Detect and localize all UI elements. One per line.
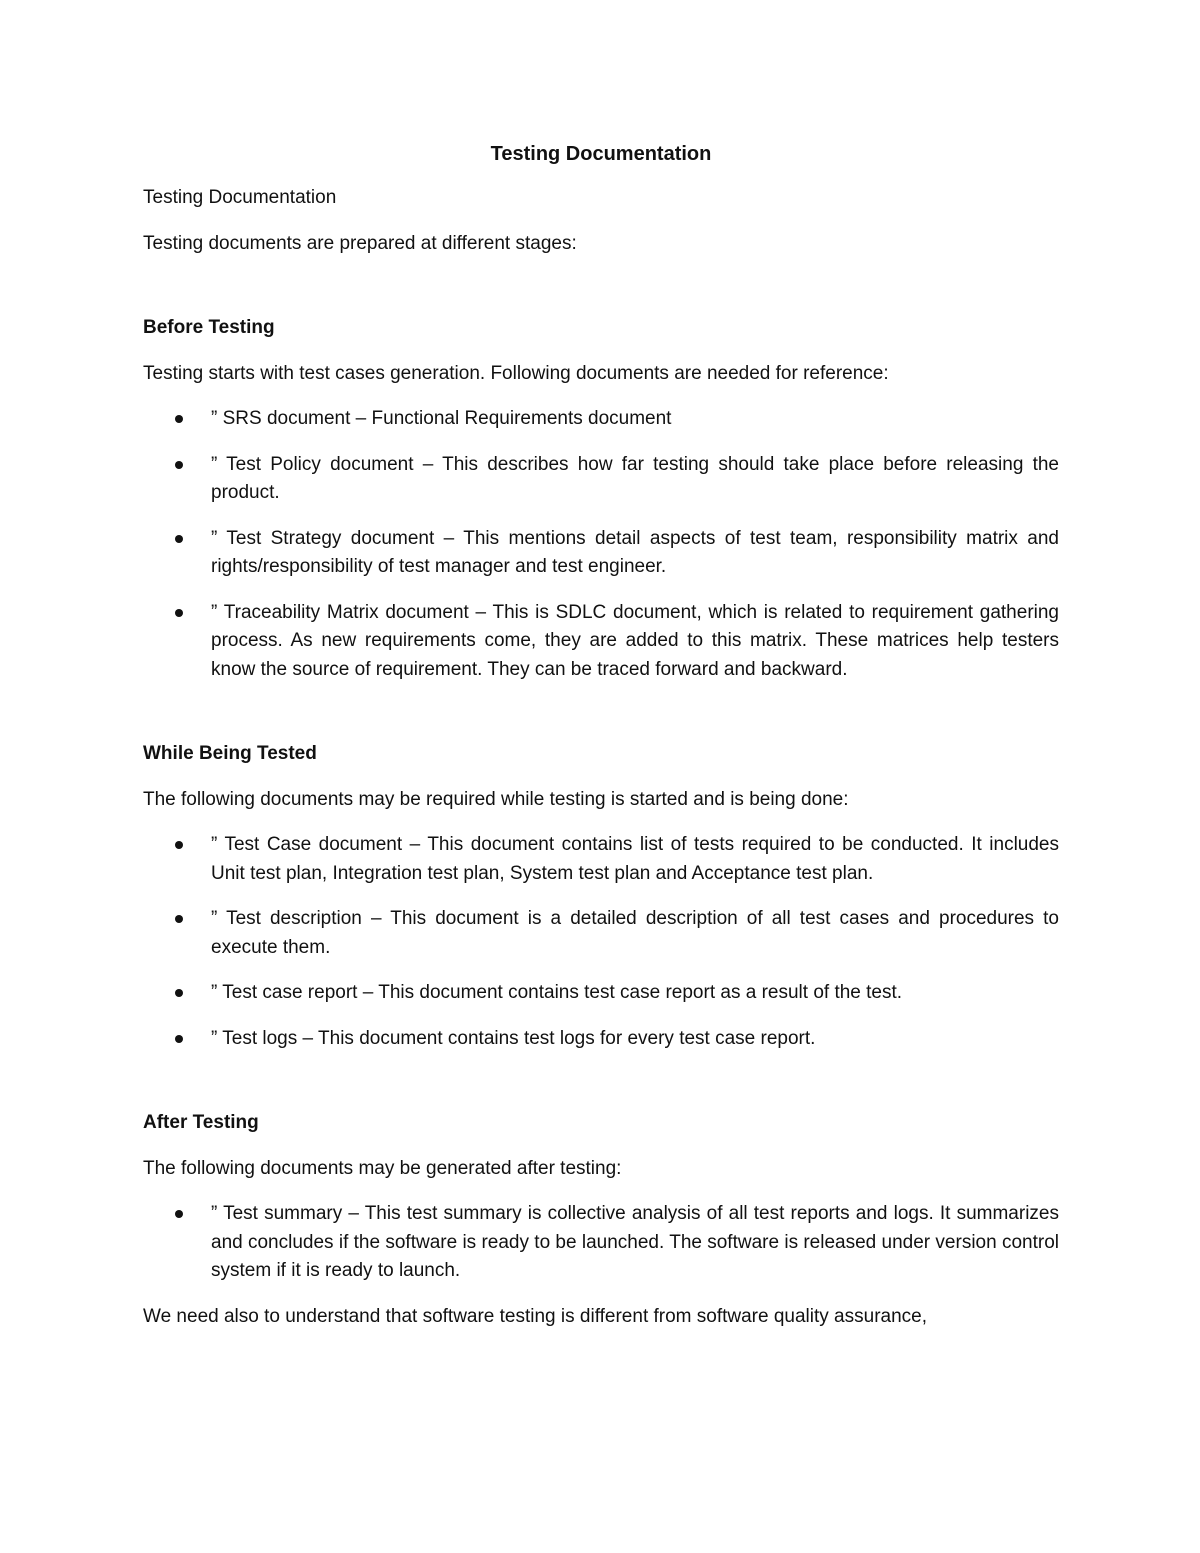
bullet-list-before-testing xyxy=(143,405,1059,684)
bullet-icon xyxy=(175,415,183,423)
intro-text: Testing documents are prepared at different stages: xyxy=(143,232,577,254)
section-lead-after-testing: The following documents may be generated after testing: xyxy=(143,1157,622,1179)
list-item xyxy=(143,405,1059,434)
bullet-icon xyxy=(175,915,183,923)
bullet-icon xyxy=(175,461,183,469)
intro-line: Testing Documentation xyxy=(143,187,337,208)
section-lead-while-being-tested: The following documents may be required while testing is started and is being done: xyxy=(143,788,849,810)
bullet-icon xyxy=(175,989,183,997)
closing-text: We need also to understand that software testing is different from software quality assurance, xyxy=(143,1305,928,1327)
list-item-text: ” Test summary – This test summary is collective analysis of all test reports and logs. It summarizes and concludes if the software is ready to be launched. The software is released under version control system if it is ready to launch. xyxy=(211,1203,1059,1281)
bullet-icon xyxy=(175,841,183,849)
bullet-icon xyxy=(175,609,183,617)
bullet-icon xyxy=(175,1035,183,1043)
bullet-icon xyxy=(175,1210,183,1218)
list-item xyxy=(143,599,1059,685)
list-item xyxy=(143,1025,1059,1054)
list-item xyxy=(143,979,1059,1008)
list-item-text: ” Traceability Matrix document – This is SDLC document, which is related to requirement gathering process. As new requirements come, they are added to this matrix. These matrices help testers know the source of requirement. They can be traced forward and backward. xyxy=(211,601,1059,680)
list-item xyxy=(143,831,1059,888)
section-heading-while-being-tested: While Being Tested xyxy=(143,743,317,764)
list-item-text: ” Test Case document – This document contains list of tests required to be conducted. It includes Unit test plan, Integration test plan, System test plan and Acceptance test plan. xyxy=(211,834,1059,884)
list-item xyxy=(143,525,1059,582)
list-item-text: ” Test Policy document – This describes how far testing should take place before releasing the product. xyxy=(211,453,1059,503)
bullet-list-while-being-tested xyxy=(143,831,1059,1053)
bullet-list-after-testing xyxy=(143,1200,1059,1286)
section-lead-before-testing: Testing starts with test cases generation. Following documents are needed for reference: xyxy=(143,362,889,384)
list-item xyxy=(143,905,1059,962)
section-heading-before-testing: Before Testing xyxy=(143,317,275,338)
bullet-icon xyxy=(175,535,183,543)
list-item-text: ” Test Strategy document – This mentions detail aspects of test team, responsibility matrix and rights/responsibility of test manager and test engineer. xyxy=(211,527,1059,577)
list-item-text: ” Test logs – This document contains test logs for every test case report. xyxy=(211,1027,816,1049)
list-item-text: ” Test description – This document is a detailed description of all test cases and procedures to execute them. xyxy=(211,908,1059,958)
document-page xyxy=(143,138,1059,1348)
list-item xyxy=(143,451,1059,508)
list-item xyxy=(143,1200,1059,1286)
document-title: Testing Documentation xyxy=(490,143,712,165)
list-item-text: ” Test case report – This document contains test case report as a result of the test. xyxy=(211,982,903,1003)
list-item-text: ” SRS document – Functional Requirements document xyxy=(211,408,672,429)
section-heading-after-testing: After Testing xyxy=(143,1112,259,1133)
